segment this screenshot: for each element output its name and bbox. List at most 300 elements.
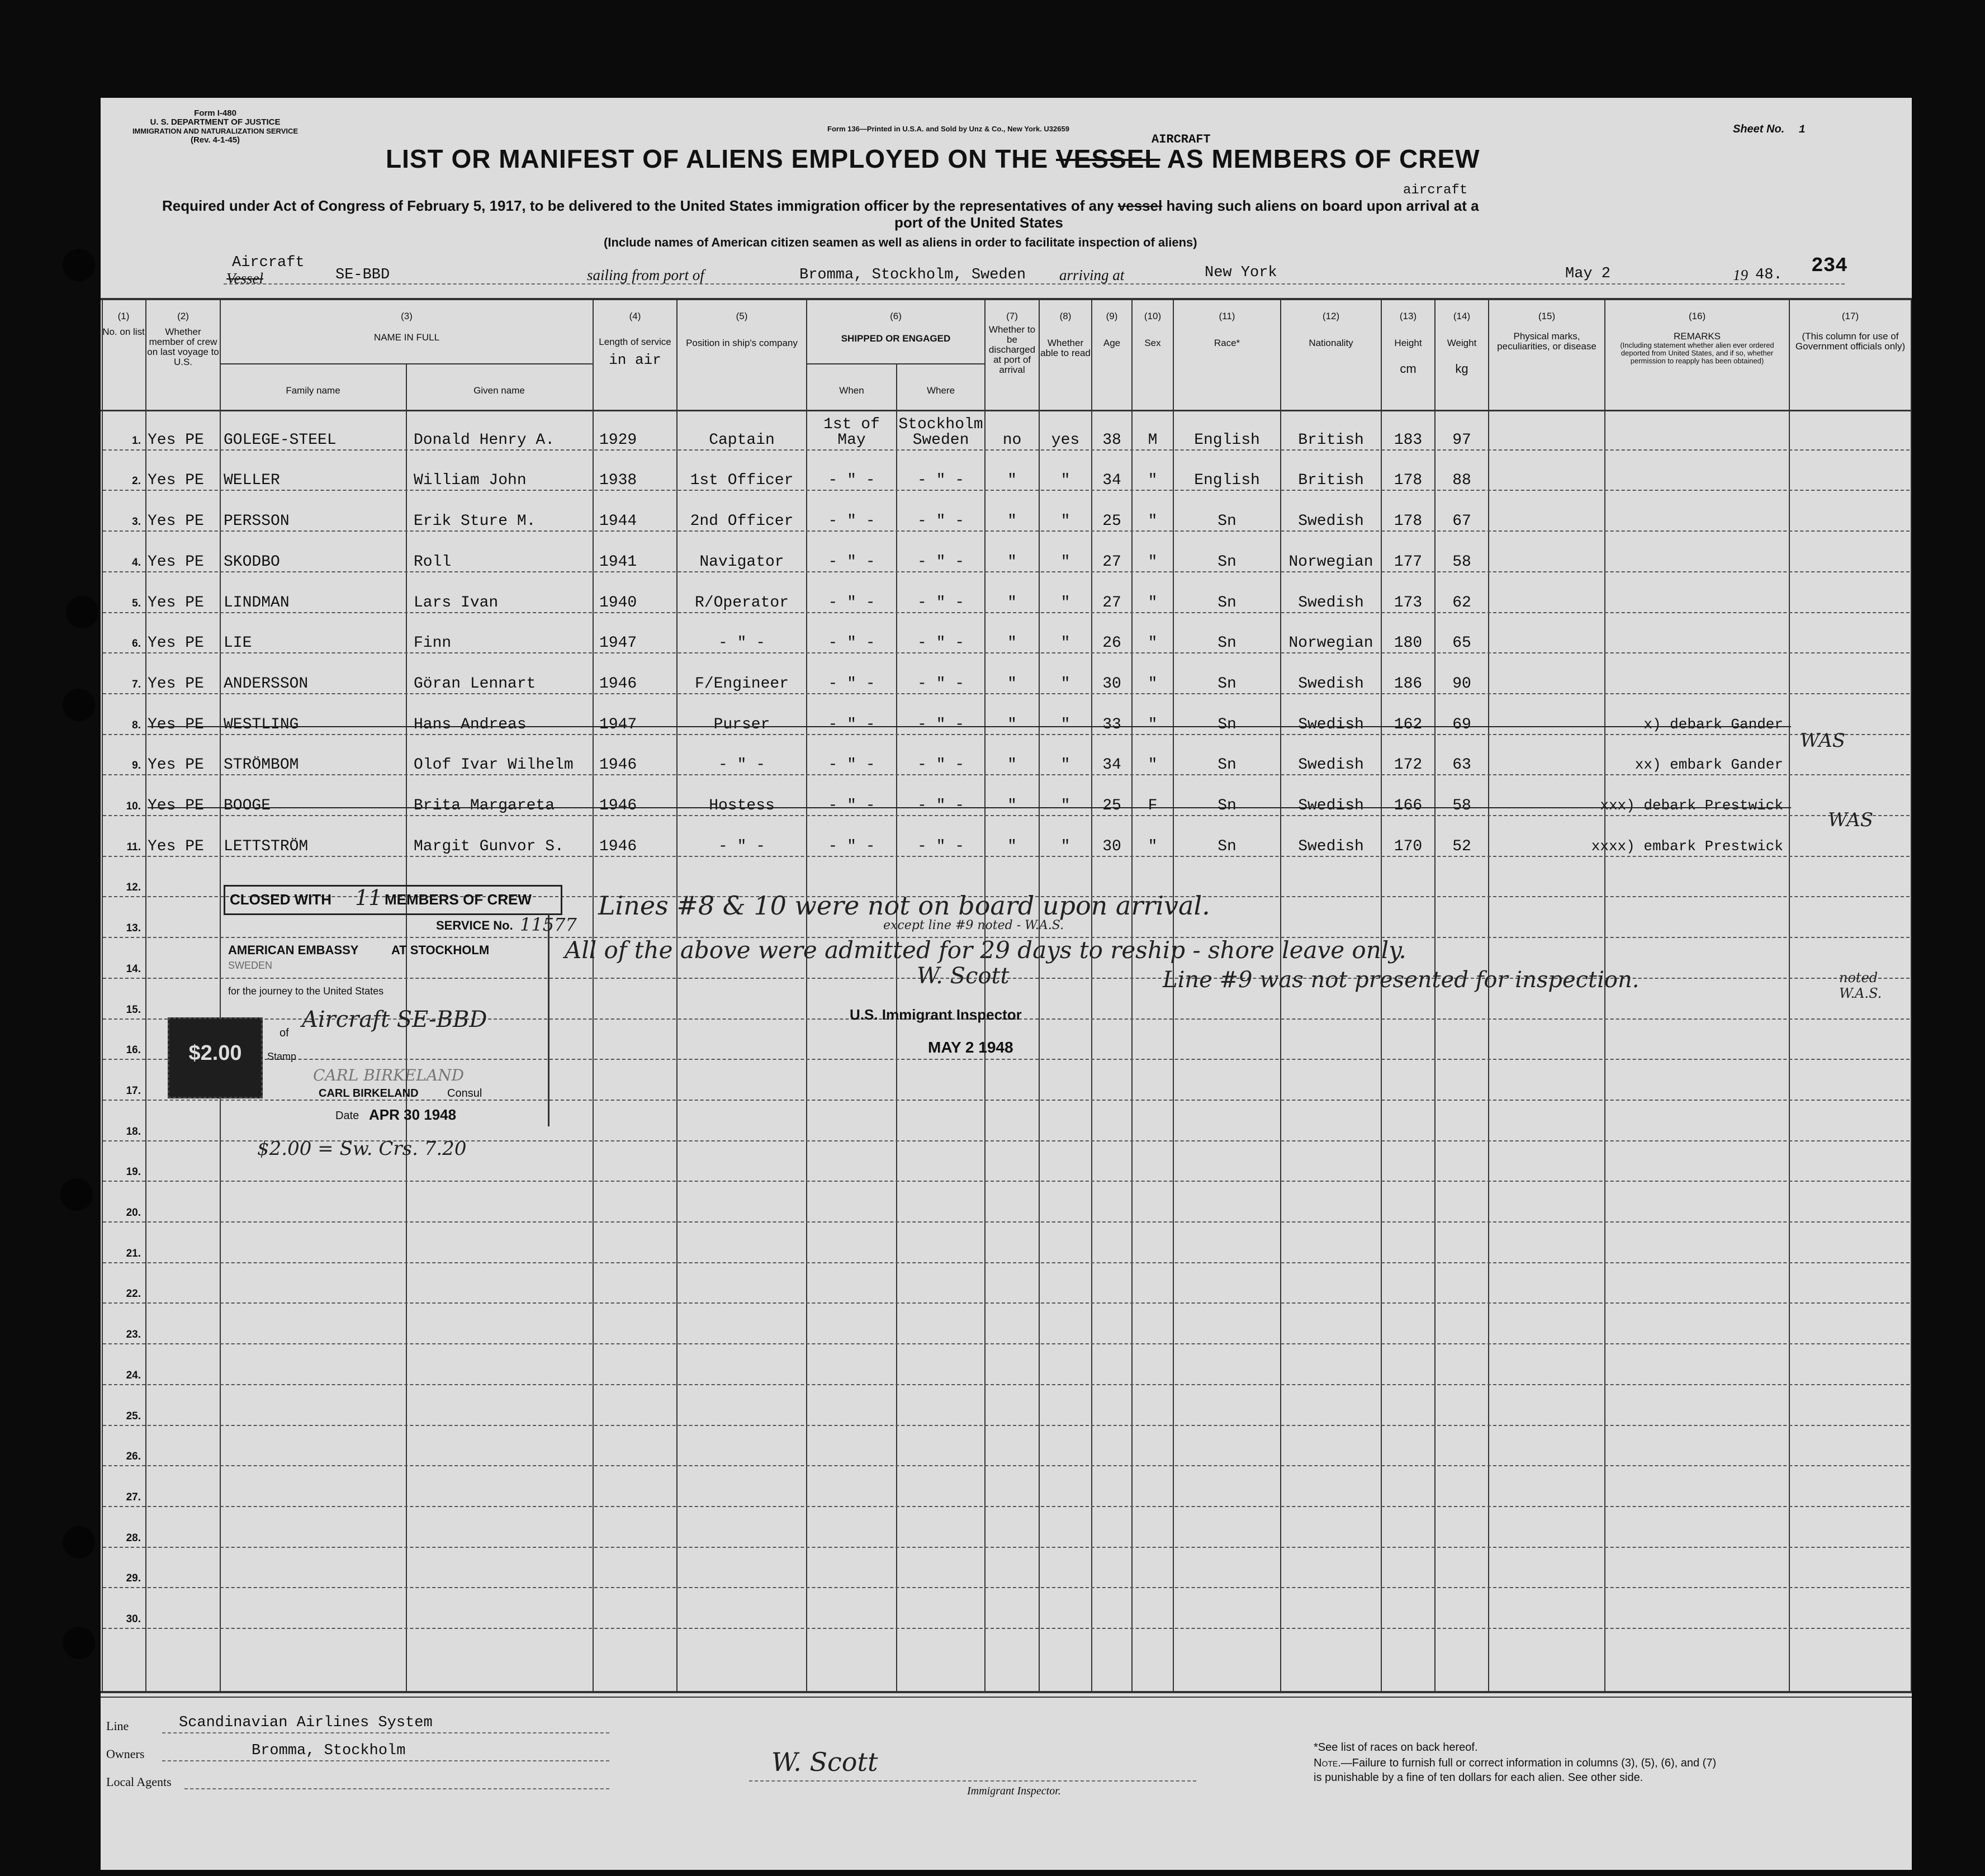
row-given-cell: Hans Andreas (414, 716, 527, 733)
col-nationality-header (1281, 311, 1381, 348)
col-num: (4) (629, 311, 641, 321)
row-remarks-cell: xxxx) embark Prestwick (1591, 837, 1783, 855)
row-service-cell: 1946 (599, 837, 637, 855)
dept-block (106, 109, 324, 145)
col-label: (This column for use of Government officials only) (1795, 331, 1906, 352)
col-given-header: Given name (473, 385, 525, 396)
row-crew-cell: Yes PE (148, 797, 204, 814)
row-rule (103, 1302, 1910, 1304)
row-age-cell: 34 (1102, 756, 1121, 774)
col-divider (1280, 298, 1281, 1692)
form-id: Form I-480 (194, 108, 236, 118)
row-given-cell: Göran Lennart (414, 675, 536, 693)
row-number: 17. (126, 1084, 141, 1097)
consul-signature: CARL BIRKELAND (313, 1066, 465, 1084)
row-race-cell: Sn (1217, 553, 1237, 571)
row-service-cell: 1946 (599, 756, 637, 774)
col-divider (593, 298, 594, 1692)
row-crew-cell: Yes PE (148, 837, 204, 855)
service-label: SERVICE No. (436, 918, 513, 932)
owners-label: Owners (106, 1747, 145, 1761)
inspector-date-stamp: MAY 2 1948 (928, 1039, 1013, 1056)
row-number: 10. (126, 800, 141, 812)
row-service-cell: 1941 (599, 553, 637, 571)
row-nationality-cell: Swedish (1298, 716, 1364, 733)
row-weight-cell: 52 (1452, 837, 1471, 855)
row-height-cell: 172 (1394, 756, 1423, 774)
row-given-cell: Margit Gunvor S. (414, 837, 564, 855)
row-discharge-cell: " (1007, 797, 1017, 814)
col-age-header (1092, 311, 1131, 348)
col-label: Length of service (599, 337, 671, 347)
row-position-cell: Purser (713, 716, 770, 733)
row-race-cell: Sn (1217, 675, 1237, 693)
col-read-header (1040, 311, 1091, 358)
subtitle-port: port of the United States (894, 214, 1063, 231)
row-number: 24. (126, 1369, 141, 1381)
row-height-cell: 177 (1394, 553, 1423, 571)
row-when-cell: - " - (828, 756, 875, 774)
row-service-cell: 1929 (599, 431, 637, 449)
header-bottom-rule (101, 410, 1912, 411)
row-number: 21. (126, 1247, 141, 1259)
col-num: (16) (1688, 311, 1706, 321)
row-nationality-cell: Swedish (1298, 756, 1364, 774)
row-number: 26. (126, 1451, 141, 1463)
row-where-cell: - " - (917, 513, 964, 530)
footer (101, 1708, 1912, 1864)
col-divider (1039, 298, 1040, 1692)
row-height-cell: 166 (1394, 797, 1423, 814)
row-number: 16. (126, 1044, 141, 1057)
row-discharge-cell: no (1002, 431, 1022, 449)
row-where-cell: - " - (917, 472, 964, 490)
row-rule (103, 1425, 1910, 1426)
col-label: Whether able to read (1040, 338, 1091, 358)
row-discharge-cell: " (1007, 553, 1017, 571)
row-service-cell: 1946 (599, 675, 637, 693)
row-sex-cell: " (1148, 837, 1158, 855)
row-race-cell: Sn (1217, 634, 1237, 652)
row-weight-cell: 63 (1452, 756, 1471, 774)
col-sublabel: (Including statement whether alien ever ordered deported from United States, and if so, whether permission to reapply has been obtained) (1620, 341, 1774, 365)
row-weight-cell: 58 (1452, 797, 1471, 814)
note-line-9: Line #9 was not presented for inspection. (1163, 967, 1640, 993)
col-inspector-header (1790, 311, 1911, 352)
col-service-header (594, 311, 676, 368)
year-suffix: 48. (1755, 267, 1783, 283)
row-number: 18. (126, 1125, 141, 1138)
row-family-cell: PERSSON (224, 513, 290, 530)
col-num: (2) (177, 311, 189, 321)
binder-hole (63, 689, 95, 721)
row-number: 30. (126, 1613, 141, 1625)
row-crew-cell: Yes PE (148, 634, 204, 652)
signature-rule (749, 1780, 1196, 1782)
row-crew-cell: Yes PE (148, 716, 204, 733)
arriving-label: arriving at (1059, 267, 1125, 283)
col-divider (102, 298, 103, 1692)
note-noted-tag: noted W.A.S. (1839, 970, 1882, 1001)
row-where-cell: - " - (917, 675, 964, 693)
row-race-cell: Sn (1217, 716, 1237, 733)
row-rule (103, 1465, 1910, 1466)
row-discharge-cell: " (1007, 594, 1017, 612)
service-name: IMMIGRATION AND NATURALIZATION SERVICE (132, 127, 299, 135)
row-number: 11. (126, 841, 141, 853)
row-rule (103, 571, 1910, 572)
inspector-label: Immigrant Inspector. (967, 1785, 1061, 1797)
row-age-cell: 27 (1102, 553, 1121, 571)
sheet-value: 1 (1798, 124, 1806, 136)
row-sex-cell: " (1148, 472, 1158, 490)
binder-hole (63, 249, 95, 281)
col-num: (14) (1453, 311, 1471, 321)
row-race-cell: Sn (1217, 797, 1237, 814)
row-height-cell: 162 (1394, 716, 1423, 733)
row-age-cell: 33 (1102, 716, 1121, 733)
col-num: (6) (890, 311, 902, 321)
col-where-header: Where (926, 385, 955, 396)
row-discharge-cell: " (1007, 716, 1017, 733)
row-when-cell: - " - (828, 553, 875, 571)
row-discharge-cell: " (1007, 837, 1017, 855)
sheet-label: Sheet No. (1733, 123, 1785, 135)
row-nationality-cell: Norwegian (1288, 634, 1373, 652)
row-number: 12. (126, 882, 141, 894)
col-label: NAME IN FULL (373, 332, 440, 343)
row-when-cell: - " - (828, 472, 875, 490)
col-label: Sex (1144, 338, 1161, 348)
row-family-cell: STRÖMBOM (224, 756, 299, 774)
year-prefix: 19 (1733, 267, 1748, 283)
binder-hole (66, 596, 98, 628)
agents-rule (184, 1788, 609, 1789)
col-divider (1911, 298, 1912, 1692)
row-rule (103, 1221, 1910, 1223)
col-num: (9) (1106, 311, 1118, 321)
row-position-cell: Navigator (699, 553, 784, 571)
col-num: (1) (117, 311, 130, 321)
row-number: 22. (126, 1288, 141, 1300)
row-number: 8. (132, 719, 141, 731)
subtitle-note: (Include names of American citizen seamen as well as aliens in order to facilitate inspection of aliens) (604, 235, 1197, 249)
col-num: (13) (1399, 311, 1417, 321)
row-strike-line (148, 807, 1791, 808)
row-family-cell: WESTLING (224, 716, 299, 733)
row-discharge-cell: " (1007, 472, 1017, 490)
col-divider (1604, 298, 1605, 1692)
row-nationality-cell: Swedish (1298, 594, 1364, 612)
row-height-cell: 180 (1394, 634, 1423, 652)
manifest-sheet (101, 98, 1912, 1870)
row-when-cell: - " - (828, 797, 875, 814)
row-sex-cell: " (1148, 716, 1158, 733)
sailing-label: sailing from port of (587, 267, 704, 283)
row-remarks-cell: xx) embark Gander (1635, 756, 1783, 774)
row-service-cell: 1938 (599, 472, 637, 490)
col-num: (3) (401, 311, 413, 321)
row-height-cell: 170 (1394, 837, 1423, 855)
col-label: No. on list (102, 326, 145, 337)
row-age-cell: 27 (1102, 594, 1121, 612)
inspector-signature: W. Scott (917, 963, 1010, 989)
voyage-line (101, 254, 1912, 293)
row-service-cell: 1947 (599, 634, 637, 652)
row-sex-cell: " (1148, 675, 1158, 693)
row-race-cell: Sn (1217, 594, 1237, 612)
subtitle-act (162, 197, 1479, 215)
row-where-cell: - " - (917, 553, 964, 571)
row-height-cell: 173 (1394, 594, 1423, 612)
row-position-cell: 1st Officer (690, 472, 794, 490)
row-crew-cell: Yes PE (148, 594, 204, 612)
aircraft-lower: aircraft (1403, 183, 1468, 198)
col-divider (1488, 298, 1489, 1692)
row-position-cell: R/Operator (694, 594, 789, 612)
row-family-cell: SKODBO (224, 553, 280, 571)
col-crew-header (146, 311, 220, 367)
row-read-cell: " (1060, 634, 1070, 652)
col-num: (7) (1006, 311, 1018, 321)
row-weight-cell: 62 (1452, 594, 1471, 612)
note-text: —Failure to furnish full or correct information in columns (3), (5), (6), and (7) (1340, 1757, 1717, 1769)
row-when-cell: - " - (828, 594, 875, 612)
row-given-cell: Donald Henry A. (414, 431, 555, 449)
row-number: 5. (132, 597, 141, 609)
owners-value: Bromma, Stockholm (252, 1742, 406, 1759)
arrival-date: May 2 (1565, 266, 1611, 282)
row-number: 3. (132, 516, 141, 528)
col-divider (1091, 298, 1092, 1692)
table-bottom-rule (101, 1691, 1912, 1693)
col-label: Physical marks, peculiarities, or disease (1497, 331, 1596, 352)
row-number: 2. (132, 475, 141, 487)
row-sex-cell: " (1148, 553, 1158, 571)
col-discharge-header (986, 311, 1039, 375)
row-given-cell: Olof Ivar Wilhelm (414, 756, 574, 774)
row-when-cell: 1st of May (823, 415, 880, 449)
vessel-label-typed: Aircraft (232, 254, 305, 271)
agents-label: Local Agents (106, 1775, 172, 1789)
row-crew-cell: Yes PE (148, 431, 204, 449)
row-given-cell: Brita Margareta (414, 797, 555, 814)
col-label: Height (1394, 338, 1422, 348)
row-sex-cell: " (1148, 634, 1158, 652)
col-num: (11) (1219, 311, 1235, 321)
col-label: Whether to be discharged at port of arrival (988, 324, 1036, 375)
row-given-cell: Lars Ivan (414, 594, 499, 612)
row-weight-cell: 65 (1452, 634, 1471, 652)
consul-name: CARL BIRKELAND (319, 1087, 419, 1100)
row-position-cell: - " - (718, 634, 765, 652)
row-position-cell: - " - (718, 837, 765, 855)
row-family-cell: LETTSTRÖM (224, 837, 309, 855)
note-lines-8-10: Lines #8 & 10 were not on board upon arrival. (598, 890, 1210, 921)
row-service-cell: 1947 (599, 716, 637, 733)
col-divider (676, 298, 678, 1692)
date-value: APR 30 1948 (369, 1106, 457, 1123)
row-family-cell: ANDERSSON (224, 675, 309, 693)
fine-note-2: is punishable by a fine of ten dollars for each alien. See other side. (1314, 1771, 1643, 1784)
fee-note: $2.00 = Sw. Crs. 7.20 (257, 1138, 467, 1160)
col-label: Race* (1214, 338, 1240, 348)
row-number: 13. (126, 922, 141, 935)
row-read-cell: " (1060, 513, 1070, 530)
col-name-header (221, 311, 593, 343)
row-rule (103, 815, 1910, 816)
row-family-cell: WELLER (224, 472, 280, 490)
col-label: Nationality (1309, 338, 1353, 348)
row-read-cell: " (1060, 797, 1070, 814)
row-crew-cell: Yes PE (148, 756, 204, 774)
row-remarks-cell: xxx) debark Prestwick (1600, 797, 1783, 814)
row-number: 25. (126, 1410, 141, 1422)
row-given-cell: Roll (414, 553, 452, 571)
title-post: AS MEMBERS OF CREW (1167, 144, 1480, 173)
row-age-cell: 30 (1102, 837, 1121, 855)
col-divider (984, 298, 986, 1692)
row-age-cell: 30 (1102, 675, 1121, 693)
col-remarks-header (1605, 311, 1789, 365)
col-num: (10) (1144, 311, 1162, 321)
col-label: Weight (1447, 338, 1477, 348)
date-label: Date (335, 1110, 359, 1122)
row-rule (103, 612, 1910, 613)
row-height-cell: 183 (1394, 431, 1423, 449)
row-rule (103, 1343, 1910, 1344)
row-nationality-cell: Swedish (1298, 797, 1364, 814)
row-nationality-cell: British (1298, 472, 1364, 490)
title-pre: LIST OR MANIFEST OF ALIENS EMPLOYED ON THE (386, 144, 1049, 173)
col-no-header (102, 311, 145, 337)
subtitle-struck: vessel (1117, 197, 1163, 214)
row-read-cell: " (1060, 553, 1070, 571)
row-age-cell: 25 (1102, 797, 1121, 814)
row-age-cell: 26 (1102, 634, 1121, 652)
col-divider (1173, 298, 1174, 1692)
row-discharge-cell: " (1007, 513, 1017, 530)
row-rule (103, 774, 1910, 775)
row-discharge-cell: " (1007, 675, 1017, 693)
row-sex-cell: " (1148, 513, 1158, 530)
row-number: 28. (126, 1532, 141, 1544)
row-rule (103, 693, 1910, 694)
row-when-cell: - " - (828, 634, 875, 652)
dept-name: U. S. DEPARTMENT OF JUSTICE (150, 117, 281, 127)
row-where-cell: - " - (917, 594, 964, 612)
row-rule (103, 1506, 1910, 1507)
row-nationality-cell: Norwegian (1288, 553, 1373, 571)
table-bottom-rule-2 (101, 1697, 1912, 1698)
col-num: (8) (1059, 311, 1072, 321)
at-stockholm: AT STOCKHOLM (391, 943, 490, 957)
closed-count: 11 (355, 885, 382, 910)
row-remarks-cell: x) debark Gander (1643, 716, 1783, 733)
row-number: 7. (132, 678, 141, 690)
row-given-cell: William John (414, 472, 527, 490)
row-family-cell: GOLEGE-STEEL (224, 431, 337, 449)
row-family-cell: LIE (224, 634, 252, 652)
service-number: 11577 (520, 914, 577, 935)
subtitle-pre: Required under Act of Congress of February 5, 1917, to be delivered to the United States immigration officer by the representatives of any (162, 197, 1114, 214)
closed-stamp (224, 885, 562, 915)
voyage-dotted-line (224, 283, 1845, 285)
row-height-cell: 178 (1394, 513, 1423, 530)
col-divider (1789, 298, 1790, 1692)
col-num: (12) (1322, 311, 1340, 321)
embassy-label: AMERICAN EMBASSY (228, 943, 359, 957)
row-read-cell: " (1060, 756, 1070, 774)
row-discharge-cell: " (1007, 634, 1017, 652)
row-rule (103, 1262, 1910, 1263)
consular-stamp (188, 914, 577, 1126)
row-read-cell: " (1060, 675, 1070, 693)
col-weight-header (1436, 311, 1488, 374)
row-when-cell: - " - (828, 716, 875, 733)
row-where-cell: Stockholm Sweden (898, 415, 983, 449)
row-rule (103, 1181, 1910, 1182)
row-crew-cell: Yes PE (148, 553, 204, 571)
row-number: 20. (126, 1207, 141, 1219)
table-top-rule (101, 298, 1912, 300)
line-value: Scandinavian Airlines System (179, 1714, 433, 1731)
owners-rule (162, 1760, 609, 1761)
col-shipped-header (807, 311, 984, 344)
row-sex-cell: " (1148, 756, 1158, 774)
binder-hole (60, 1178, 93, 1211)
note-label: Note. (1314, 1757, 1341, 1769)
row-when-cell: - " - (828, 837, 875, 855)
col-unit: cm (1400, 362, 1416, 376)
col-label: Age (1103, 338, 1121, 348)
row-read-cell: yes (1051, 431, 1080, 449)
row-sex-cell: " (1148, 594, 1158, 612)
journey-label: for the journey to the United States (228, 986, 384, 997)
row-weight-cell: 67 (1452, 513, 1471, 530)
col-when-header: When (839, 385, 864, 396)
row-race-cell: English (1194, 431, 1260, 449)
row-read-cell: " (1060, 716, 1070, 733)
row-service-cell: 1940 (599, 594, 637, 612)
row-family-cell: LINDMAN (224, 594, 290, 612)
shipped-subheader-rule (806, 363, 984, 364)
row-number: 19. (126, 1166, 141, 1178)
row-crew-cell: Yes PE (148, 472, 204, 490)
row-rule (103, 1628, 1910, 1629)
page-number: 234 (1811, 254, 1847, 277)
col-position-header (678, 311, 806, 348)
row-race-cell: English (1194, 472, 1260, 490)
row-given-cell: Erik Sture M. (414, 513, 536, 530)
row-rule (103, 530, 1910, 532)
row-position-cell: Hostess (709, 797, 775, 814)
note-insert: except line #9 noted - W.A.S. (883, 918, 1064, 932)
row-service-cell: 1944 (599, 513, 637, 530)
row-rule (103, 1547, 1910, 1548)
row-where-cell: - " - (917, 837, 964, 855)
row-rule (103, 490, 1910, 491)
row-read-cell: " (1060, 837, 1070, 855)
initials-row-10: WAS (1828, 809, 1874, 831)
row-sex-cell: M (1148, 431, 1158, 449)
row-nationality-cell: British (1298, 431, 1364, 449)
row-position-cell: - " - (718, 756, 765, 774)
row-nationality-cell: Swedish (1298, 837, 1364, 855)
col-num: (15) (1538, 311, 1556, 321)
row-number: 23. (126, 1329, 141, 1341)
row-rule (103, 449, 1910, 451)
